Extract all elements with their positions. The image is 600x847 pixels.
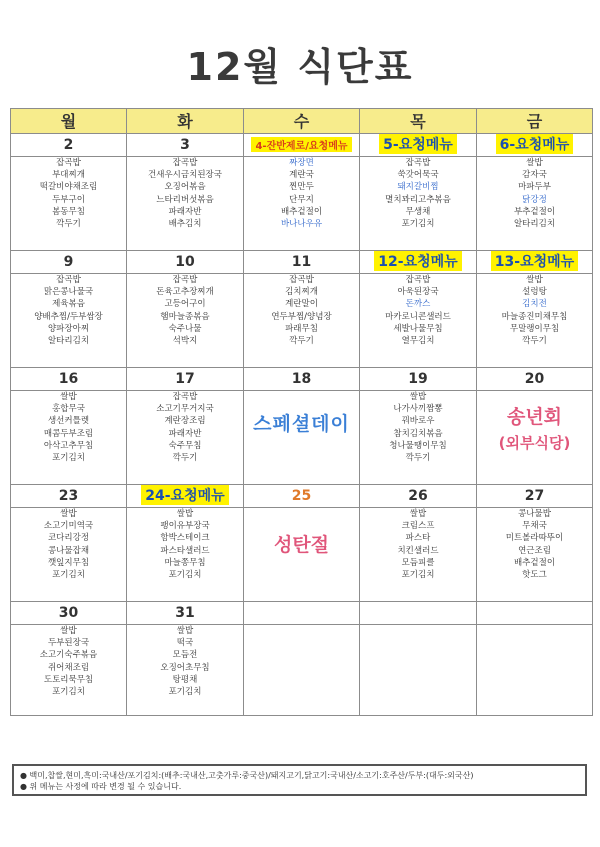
menu-cell [11,157,127,251]
menu-row [11,391,593,485]
date-cell [11,251,127,274]
menu-row [11,625,593,716]
date-label: 2 [63,137,74,153]
menu-item: 팽이유부장국 [160,521,210,532]
menu-item: 잡곡밥 [172,275,198,285]
menu-item: 콩나물잡채 [47,545,90,556]
menu-item: 배추겉절이 [280,206,323,217]
date-label: 13-요청메뉴 [491,251,578,271]
menu-item: 계란국 [289,170,314,181]
menu-item: 파래무침 [285,323,318,334]
menu-item: 미트볼라따뚜이 [505,533,564,544]
date-label: 23 [58,488,79,504]
menu-cell [127,157,244,251]
menu-item: 두부구이 [52,194,85,205]
menu-cell [360,274,477,368]
date-cell [127,368,244,391]
menu-item: 부추겉절이 [513,206,556,217]
date-label: 12-요청메뉴 [374,251,461,271]
date-cell [244,485,360,508]
day-header-thu: 목 [360,109,477,134]
menu-item: 마늘쫑무침 [164,557,206,568]
menu-item: 돼지갈비찜 [397,182,439,193]
day-header-row [11,109,593,134]
footer-change-note: ● 위 메뉴는 사정에 따라 변경 될 수 있습니다. [20,782,182,791]
menu-item: 깻잎지무침 [47,557,90,568]
menu-item: 콩나물밥 [518,509,551,519]
menu-item: 깍두기 [522,336,547,347]
date-label: 4-잔반제로/요청메뉴 [251,137,351,152]
date-label: 10 [175,254,195,270]
date-label: 20 [524,371,545,387]
menu-item: 포기김치 [52,453,85,464]
menu-cell [127,625,244,716]
menu-item: 소고기미역국 [43,521,94,532]
date-cell [127,602,244,625]
party-title: 송년회 [506,406,563,428]
menu-item: 계란말이 [285,299,318,310]
menu-item: 감자국 [522,170,547,181]
date-cell [244,368,360,391]
menu-cell [244,274,360,368]
menu-item: 무생채 [405,206,431,217]
menu-item: 잡곡밥 [405,275,431,285]
date-cell [360,134,477,157]
date-cell [360,368,477,391]
day-header-mon: 월 [11,109,127,134]
date-label: 31 [175,605,195,621]
menu-item: 잡곡밥 [56,158,81,168]
menu-item: 매콤두부조림 [43,428,94,439]
menu-item: 치킨샐러드 [397,545,439,556]
menu-item: 찐만두 [289,182,314,193]
menu-item: 쑥갓어묵국 [397,170,439,181]
menu-item: 파스타샐러드 [160,545,210,556]
date-label: 30 [58,605,79,621]
menu-item: 연두부찜/양념장 [271,311,332,322]
date-cell [477,602,593,625]
menu-item: 쌀밥 [409,392,427,402]
menu-item: 쌀밥 [526,158,543,168]
menu-item: 세발나물무침 [393,323,443,334]
menu-item: 깍두기 [56,219,81,230]
footer-origin-note: ● 백미,찹쌀,현미,흑미:국내산/포기김치:(배추:국내산,고춧가루:중국산)/돼지고기,닭고기:국내산/소고기:호주산/두부:(대두:외국산) [20,771,474,780]
menu-item: 제육볶음 [52,299,85,310]
date-cell [11,134,127,157]
menu-cell [11,274,127,368]
menu-item: 연근조림 [518,545,551,556]
menu-item: 부대찌개 [52,170,85,181]
menu-cell [360,391,477,485]
menu-item: 코다리강정 [47,533,90,544]
date-label: 27 [524,488,545,504]
page-title: 12월 식단표 [186,45,414,89]
menu-item: 쌀밥 [60,392,77,402]
year-end-party [477,404,592,456]
menu-item: 느타리버섯볶음 [156,194,214,205]
special-day-label: 스페셜데이 [253,413,350,435]
menu-item: 아삭고추무침 [43,440,94,451]
date-label: 11 [291,254,312,270]
date-cell [127,485,244,508]
date-cell [360,602,477,625]
menu-item: 봄동무침 [52,206,85,217]
menu-item: 오징어초무침 [160,662,210,673]
date-label: 17 [175,371,195,387]
menu-item: 포기김치 [401,219,435,230]
menu-item: 함박스테이크 [160,533,210,544]
date-row [11,485,593,508]
menu-cell [127,274,244,368]
menu-item: 꿔바로우 [401,416,435,427]
date-cell [244,602,360,625]
menu-cell [244,508,360,602]
menu-item: 파래자반 [168,428,202,439]
menu-item: 크림스프 [401,521,435,532]
holiday-label: 성탄절 [273,534,330,556]
menu-item: 잡곡밥 [289,275,314,285]
menu-item: 쌀밥 [526,275,543,285]
date-cell [244,251,360,274]
menu-item: 탕평채 [172,674,198,685]
day-header-tue: 화 [127,109,244,134]
menu-item: 김치전 [522,299,547,310]
menu-item: 마카로니콘샐러드 [385,311,451,322]
menu-item: 소고기무거지국 [156,404,214,415]
date-row [11,368,593,391]
menu-cell [477,157,593,251]
date-cell [127,251,244,274]
date-cell [244,134,360,157]
menu-cell [360,157,477,251]
date-label: 19 [408,371,428,387]
menu-cell [477,391,593,485]
menu-item: 청나물땡이무침 [389,440,447,451]
date-cell [477,134,593,157]
menu-item: 깍두기 [289,336,314,347]
menu-item: 생선커틀렛 [47,416,90,427]
menu-item: 떡국 [176,638,194,649]
menu-row [11,274,593,368]
menu-cell [477,274,593,368]
date-label: 24-요청메뉴 [141,485,228,505]
menu-item: 아욱된장국 [397,287,439,298]
menu-item: 깍두기 [172,453,198,464]
menu-item: 잡곡밥 [405,158,431,168]
menu-cell [11,625,127,716]
menu-item: 포기김치 [401,570,435,581]
menu-item: 숙주무침 [168,440,202,451]
menu-item: 포기김치 [52,570,85,581]
menu-cell [360,508,477,602]
weeks-body [11,134,593,716]
date-row [11,134,593,157]
menu-item: 포기김치 [168,570,202,581]
menu-item: 건새우시금치된장국 [148,170,222,181]
menu-item: 파래자반 [168,206,202,217]
menu-cell [244,625,360,716]
menu-cell [11,508,127,602]
date-label: 9 [63,254,74,270]
menu-item: 모듬피클 [401,557,435,568]
menu-item: 배추겉절이 [513,557,556,568]
date-cell [11,485,127,508]
menu-cell [360,625,477,716]
menu-row [11,508,593,602]
menu-item: 나가사끼짬뽕 [393,404,443,415]
date-cell [11,368,127,391]
menu-item: 맑은콩나물국 [43,287,94,298]
menu-item: 오징어볶음 [164,182,206,193]
menu-item: 고등어구이 [164,299,206,310]
menu-item: 숙주나물 [168,323,202,334]
menu-item: 멸치꽈리고추볶음 [385,194,451,205]
date-cell [360,485,477,508]
menu-cell [11,391,127,485]
date-row [11,251,593,274]
menu-item: 양배추찜/두부쌈장 [34,311,103,322]
menu-item: 포기김치 [52,687,85,698]
date-cell [127,134,244,157]
menu-row [11,157,593,251]
date-cell [477,368,593,391]
menu-item: 열무김치 [401,336,435,347]
date-row [11,602,593,625]
menu-item: 마늘종진미채무침 [501,311,568,322]
menu-item: 포기김치 [168,687,202,698]
date-cell [477,485,593,508]
menu-item: 쌀밥 [176,626,194,636]
menu-item: 두부된장국 [47,638,90,649]
menu-item: 돈까스 [405,299,431,310]
date-cell [477,251,593,274]
menu-item: 양파장아찌 [47,323,90,334]
menu-item: 핫도그 [522,570,547,581]
date-cell [360,251,477,274]
menu-item: 설렁탕 [522,287,547,298]
menu-item: 깍두기 [405,453,431,464]
menu-item: 잡곡밥 [56,275,81,285]
menu-cell [244,157,360,251]
menu-cell [477,508,593,602]
menu-item: 마파두부 [518,182,551,193]
date-label: 3 [180,137,190,153]
footer-notes [12,764,587,796]
menu-item: 짜장면 [289,158,314,168]
menu-item: 모듬전 [172,650,198,661]
menu-item: 알타리김치 [513,219,556,230]
menu-item: 잡곡밥 [172,158,198,168]
menu-item: 무말랭이무침 [509,323,560,334]
menu-cell [127,508,244,602]
menu-item: 쌀밥 [60,509,77,519]
day-header-fri: 금 [477,109,593,134]
menu-item: 쌀밥 [176,509,194,519]
date-label: 16 [58,371,79,387]
menu-item: 닭강정 [522,194,547,205]
day-header-wed: 수 [244,109,360,134]
menu-cell [477,625,593,716]
menu-item: 홍합무국 [52,404,85,415]
date-label: 6-요청메뉴 [496,134,574,154]
menu-item: 석박지 [172,336,198,347]
menu-item: 햄마늘종볶음 [160,311,210,322]
menu-item: 바나나우유 [280,219,323,230]
menu-item: 잡곡밥 [172,392,198,402]
menu-item: 떡갈비야채조림 [39,182,98,193]
menu-item: 소고기숙주볶음 [39,650,98,661]
menu-cell [127,391,244,485]
menu-item: 쌀밥 [60,626,77,636]
menu-item: 도토리묵무침 [43,674,94,685]
menu-item: 돈육고추장찌개 [156,287,214,298]
date-cell [11,602,127,625]
date-label: 18 [291,371,312,387]
date-label: 26 [408,488,428,504]
menu-calendar [10,108,593,716]
date-label: 25 [291,488,312,504]
menu-item: 무채국 [522,521,547,532]
menu-item: 배추김치 [168,219,202,230]
menu-item: 김치찌개 [285,287,318,298]
menu-item: 단무지 [289,194,314,205]
menu-item: 참치김치볶음 [393,428,443,439]
menu-cell [244,391,360,485]
menu-item: 쥐어채조림 [47,662,90,673]
menu-item: 파스타 [405,533,431,544]
menu-item: 알타리김치 [47,336,90,347]
party-location: (외부식당) [498,434,571,452]
date-label: 5-요청메뉴 [379,134,457,154]
menu-item: 쌀밥 [409,509,427,519]
menu-item: 계란장조림 [164,416,206,427]
